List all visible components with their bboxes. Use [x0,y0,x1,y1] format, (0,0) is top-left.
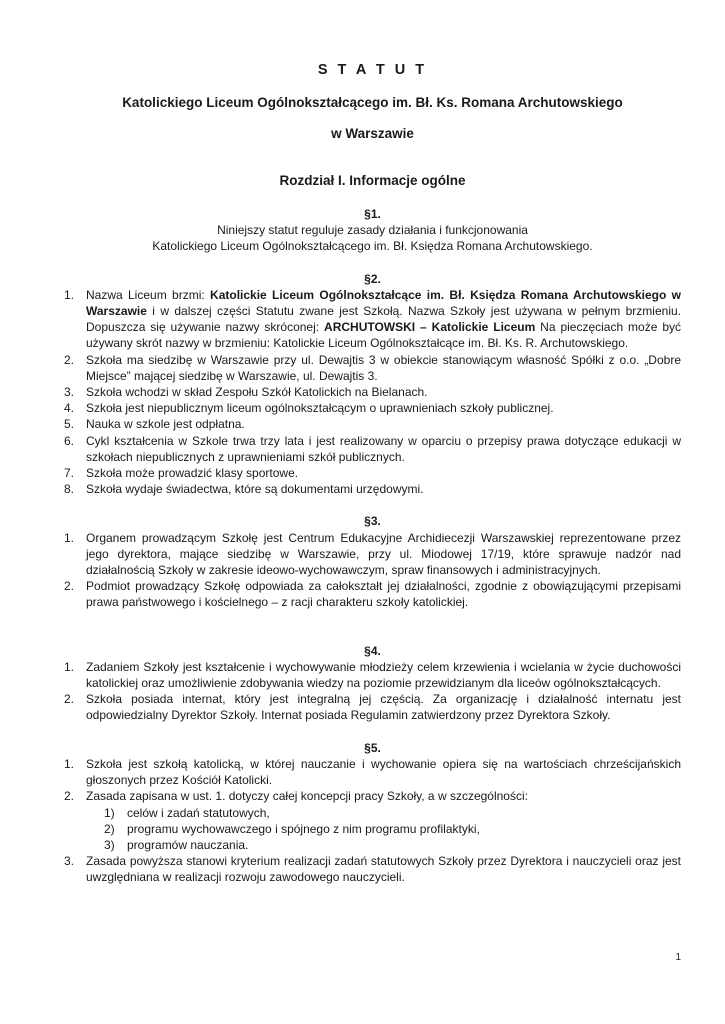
section-2 [64,271,681,498]
item-text: Organem prowadzącym Szkołę jest Centrum Edukacyjne Archidiecezji Warszawskiej reprezentowane przez jego dyrektora, mające siedzibę w Warszawie, przy ul. Miodowej 17/19, które sprawuje nadzór nad działalnością Szkoły w zakresie ideowo-wychowawczym, spraw finansowych i administracyjnych. [86,530,681,578]
item-text: Szkoła posiada internat, który jest integralną jej częścią. Za organizację i działalność internatu jest odpowiedzialny Dyrektor Szkoły. Internat posiada Regulamin zatwierdzony przez Dyrektora Szkoły. [86,692,681,723]
item-text: Zadaniem Szkoły jest kształcenie i wychowywanie młodzieży celem krzewienia i wcielania w życie duchowości katolickiej oraz umożliwienie zdobywania wiedzy na poziomie przewidzianym dla liceów ogólnokształcących. [86,659,681,691]
sub-item-text: programów nauczania. [127,837,249,852]
section-2-item [64,384,681,400]
item-number: 1. [64,530,75,545]
section-1-line-2: Katolickiego Liceum Ogólnokształcącego im. Bł. Księdza Romana Archutowskiego. [152,239,593,254]
item-number: 2. [64,692,75,707]
section-4-heading: §4. [364,643,381,658]
item-text-part: Na pieczęciach może być używany skrót nazwy w brzmieniu: Katolickie Liceum Ogólnokształcące im. Bł. Ks. R. Archutowskiego. [86,320,681,351]
sub-item-number: 1) [104,805,115,820]
item-number: 2. [64,789,75,804]
section-2-item [64,400,681,416]
sub-item-number: 3) [104,837,115,852]
section-5-item [64,788,681,853]
item-text: Szkoła ma siedzibę w Warszawie przy ul. Dewajtis 3 w obiekcie stanowiącym własność Spółki z o.o. „Dobre Miejsce” mającej siedzibę w Warszawie, ul. Dewajtis 3. [86,352,681,383]
item-number: 5. [64,417,75,432]
section-3-heading: §3. [364,514,381,529]
item-number: 7. [64,466,75,481]
section-3 [64,513,681,610]
item-text-part: i w dalszej części Statutu zwane jest Szkołą. Nazwa Szkoły jest używana w pełnym brzmieniu. Dopuszcza się używanie nazwy skróconej: [86,304,681,335]
item-number: 4. [64,401,75,416]
document-city: w Warszawie [331,126,414,141]
section-3-item [64,578,681,610]
item-text-part: Nazwa Liceum brzmi: [86,287,211,302]
section-5-sublist [86,805,681,854]
item-number: 1. [64,756,75,771]
section-4-item [64,691,681,723]
item-number: 6. [64,433,75,448]
section-2-item [64,433,681,465]
school-short-name: ARCHUTOWSKI – Katolickie Liceum [324,320,536,335]
sub-item-number: 2) [104,821,115,836]
section-5-heading: §5. [364,740,381,755]
section-5-item [64,853,681,885]
item-number: 3. [64,854,75,869]
section-2-item [64,481,681,497]
item-text: Podmiot prowadzący Szkołę odpowiada za całokształt jej działalności, zgodnie z obowiązującymi przepisami prawa państwowego i kościelnego – z racji charakteru szkoły katolickiej. [86,579,681,610]
section-5 [64,740,681,886]
sub-item [104,805,681,821]
item-text: Zasada powyższa stanowi kryterium realizacji zadań statutowych Szkoły przez Dyrektora i nauczycieli oraz jest uwzględniana w realizacji rozwoju zawodowego nauczycieli. [86,854,681,885]
section-4-item [64,659,681,691]
section-2-item [64,465,681,481]
school-name: Katolickie Liceum Ogólnokształcące im. Bł. Księdza Romana Archutowskiego w Warszawie [86,287,682,319]
item-number: 2. [64,579,75,594]
section-2-item [64,352,681,384]
item-number: 3. [64,385,75,400]
item-text: Nauka w szkole jest odpłatna. [86,417,245,432]
section-2-item [64,416,681,432]
sub-item [104,837,681,853]
section-5-list [64,756,681,886]
item-number: 2. [64,352,75,367]
section-4-list [64,659,681,724]
section-2-list [64,287,681,498]
document-subtitle: Katolickiego Liceum Ogólnokształcącego im. Bł. Ks. Romana Archutowskiego [122,95,623,110]
item-text: Szkoła wydaje świadectwa, które są dokumentami urzędowymi. [86,482,424,497]
item-text: Cykl kształcenia w Szkole trwa trzy lata i jest realizowany w oparciu o przepisy prawa dotyczące edukacji w szkołach niepublicznych z uprawnieniami szkół publicznych. [86,433,681,464]
section-5-item [64,756,681,788]
item-text: Szkoła jest niepublicznym liceum ogólnokształcącym o uprawnieniach szkoły publicznej. [86,401,554,416]
sub-item-text: celów i zadań statutowych, [127,805,270,820]
sub-item [104,821,681,837]
item-text: Zasada zapisana w ust. 1. dotyczy całej koncepcji pracy Szkoły, a w szczególności: [86,789,528,804]
section-1-line-1: Niniejszy statut reguluje zasady działania i funkcjonowania [217,223,528,238]
item-number: 1. [64,287,75,302]
sub-item-text: programu wychowawczego i spójnego z nim programu profilaktyki, [127,821,480,836]
item-number: 1. [64,659,75,674]
section-2-item [64,287,681,352]
section-3-item [64,530,681,579]
item-number: 8. [64,482,75,497]
item-text: Szkoła wchodzi w skład Zespołu Szkół Katolickich na Bielanach. [86,385,428,400]
section-4 [64,643,681,724]
item-text: Szkoła jest szkołą katolicką, w której nauczanie i wychowanie opiera się na wartościach chrześcijańskich głoszonych przez Kościół Katolicki. [86,756,681,788]
page-number: 1 [675,952,681,963]
section-3-list [64,530,681,611]
section-1 [64,206,681,255]
chapter-heading: Rozdział I. Informacje ogólne [279,173,466,188]
document-title: S T A T U T [317,62,428,78]
item-text: Szkoła może prowadzić klasy sportowe. [86,466,299,481]
section-1-heading: §1. [364,207,381,221]
section-2-heading: §2. [364,271,381,286]
